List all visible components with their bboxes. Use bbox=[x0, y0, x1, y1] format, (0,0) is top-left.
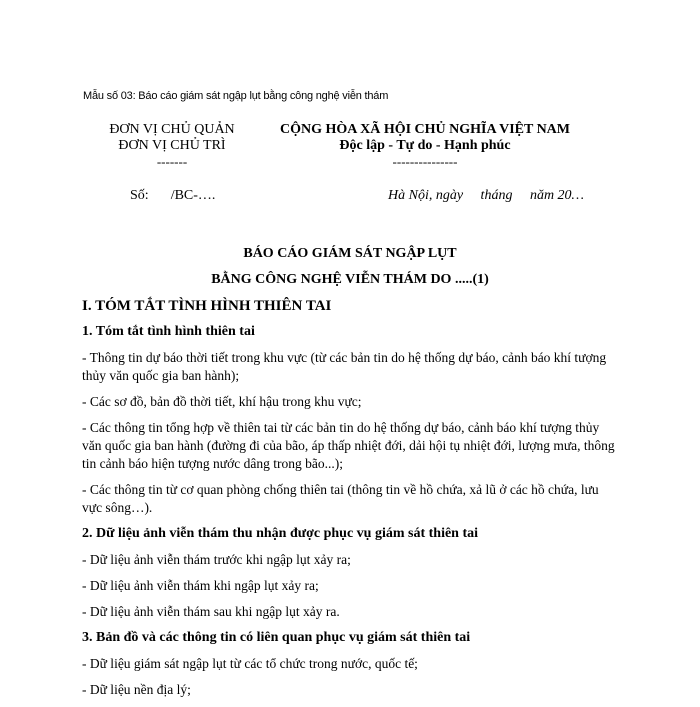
section-1-heading: I. TÓM TẮT TÌNH HÌNH THIÊN TAI bbox=[82, 298, 332, 314]
form-note: Mẫu số 03: Báo cáo giám sát ngập lụt bằng công nghệ viễn thám bbox=[83, 90, 389, 102]
list-item: - Các sơ đồ, bản đồ thời tiết, khí hậu trong khu vực; bbox=[82, 394, 362, 409]
lead-unit-label: ĐƠN VỊ CHỦ TRÌ bbox=[118, 138, 226, 153]
list-item: - Dữ liệu ảnh viễn thám sau khi ngập lụt xảy ra. bbox=[82, 604, 340, 619]
report-title: BÁO CÁO GIÁM SÁT NGẬP LỤT bbox=[243, 246, 457, 261]
place-and-date: Hà Nội, ngày tháng năm 20… bbox=[388, 188, 584, 203]
nation-motto: Độc lập - Tự do - Hạnh phúc bbox=[339, 138, 511, 153]
subsection-1-heading: 1. Tóm tắt tình hình thiên tai bbox=[82, 324, 255, 339]
document-number-label: Số: bbox=[130, 188, 149, 203]
national-motto-block bbox=[270, 122, 580, 170]
list-item: - Thông tin dự báo thời tiết trong khu vực (từ các bản tin do hệ thống dự báo, cảnh báo khí tượng thủy văn quốc gia ban hành); bbox=[82, 350, 607, 383]
governing-unit-label: ĐƠN VỊ CHỦ QUẢN bbox=[109, 122, 235, 137]
report-body bbox=[82, 297, 622, 707]
report-subtitle: BẰNG CÔNG NGHỆ VIỄN THÁM DO .....(1) bbox=[211, 272, 489, 287]
organization-block bbox=[92, 122, 252, 170]
list-item: - Các thông tin từ cơ quan phòng chống thiên tai (thông tin về hồ chứa, xả lũ ở các hồ chứa, lưu vực sông…). bbox=[82, 482, 599, 515]
motto-separator: --------------- bbox=[392, 154, 458, 169]
list-item: - Các thông tin tổng hợp về thiên tai từ các bản tin do hệ thống dự báo, cảnh báo khí tượng thủy văn quốc gia ban hành (đường đi của bão, áp thấp nhiệt đới, dải hội tụ nhiệt đới, lượng mưa, thông tin cảnh báo hiện tượng nước dâng trong bão...); bbox=[82, 420, 615, 471]
org-separator: ------- bbox=[156, 154, 188, 169]
list-item: - Dữ liệu ảnh viễn thám trước khi ngập lụt xảy ra; bbox=[82, 552, 351, 567]
document-number-value: /BC-…. bbox=[170, 188, 216, 203]
list-item: - Dữ liệu giám sát ngập lụt từ các tổ chức trong nước, quốc tế; bbox=[82, 656, 418, 671]
nation-name: CỘNG HÒA XÃ HỘI CHỦ NGHĨA VIỆT NAM bbox=[279, 122, 570, 137]
list-item: - Dữ liệu nền địa lý; bbox=[82, 682, 191, 697]
subsection-2-heading: 2. Dữ liệu ảnh viễn thám thu nhận được phục vụ giám sát thiên tai bbox=[82, 526, 479, 541]
document-number bbox=[130, 188, 215, 204]
subsection-3-heading: 3. Bản đồ và các thông tin có liên quan phục vụ giám sát thiên tai bbox=[82, 630, 471, 645]
list-item: - Dữ liệu ảnh viễn thám khi ngập lụt xảy ra; bbox=[82, 578, 319, 593]
